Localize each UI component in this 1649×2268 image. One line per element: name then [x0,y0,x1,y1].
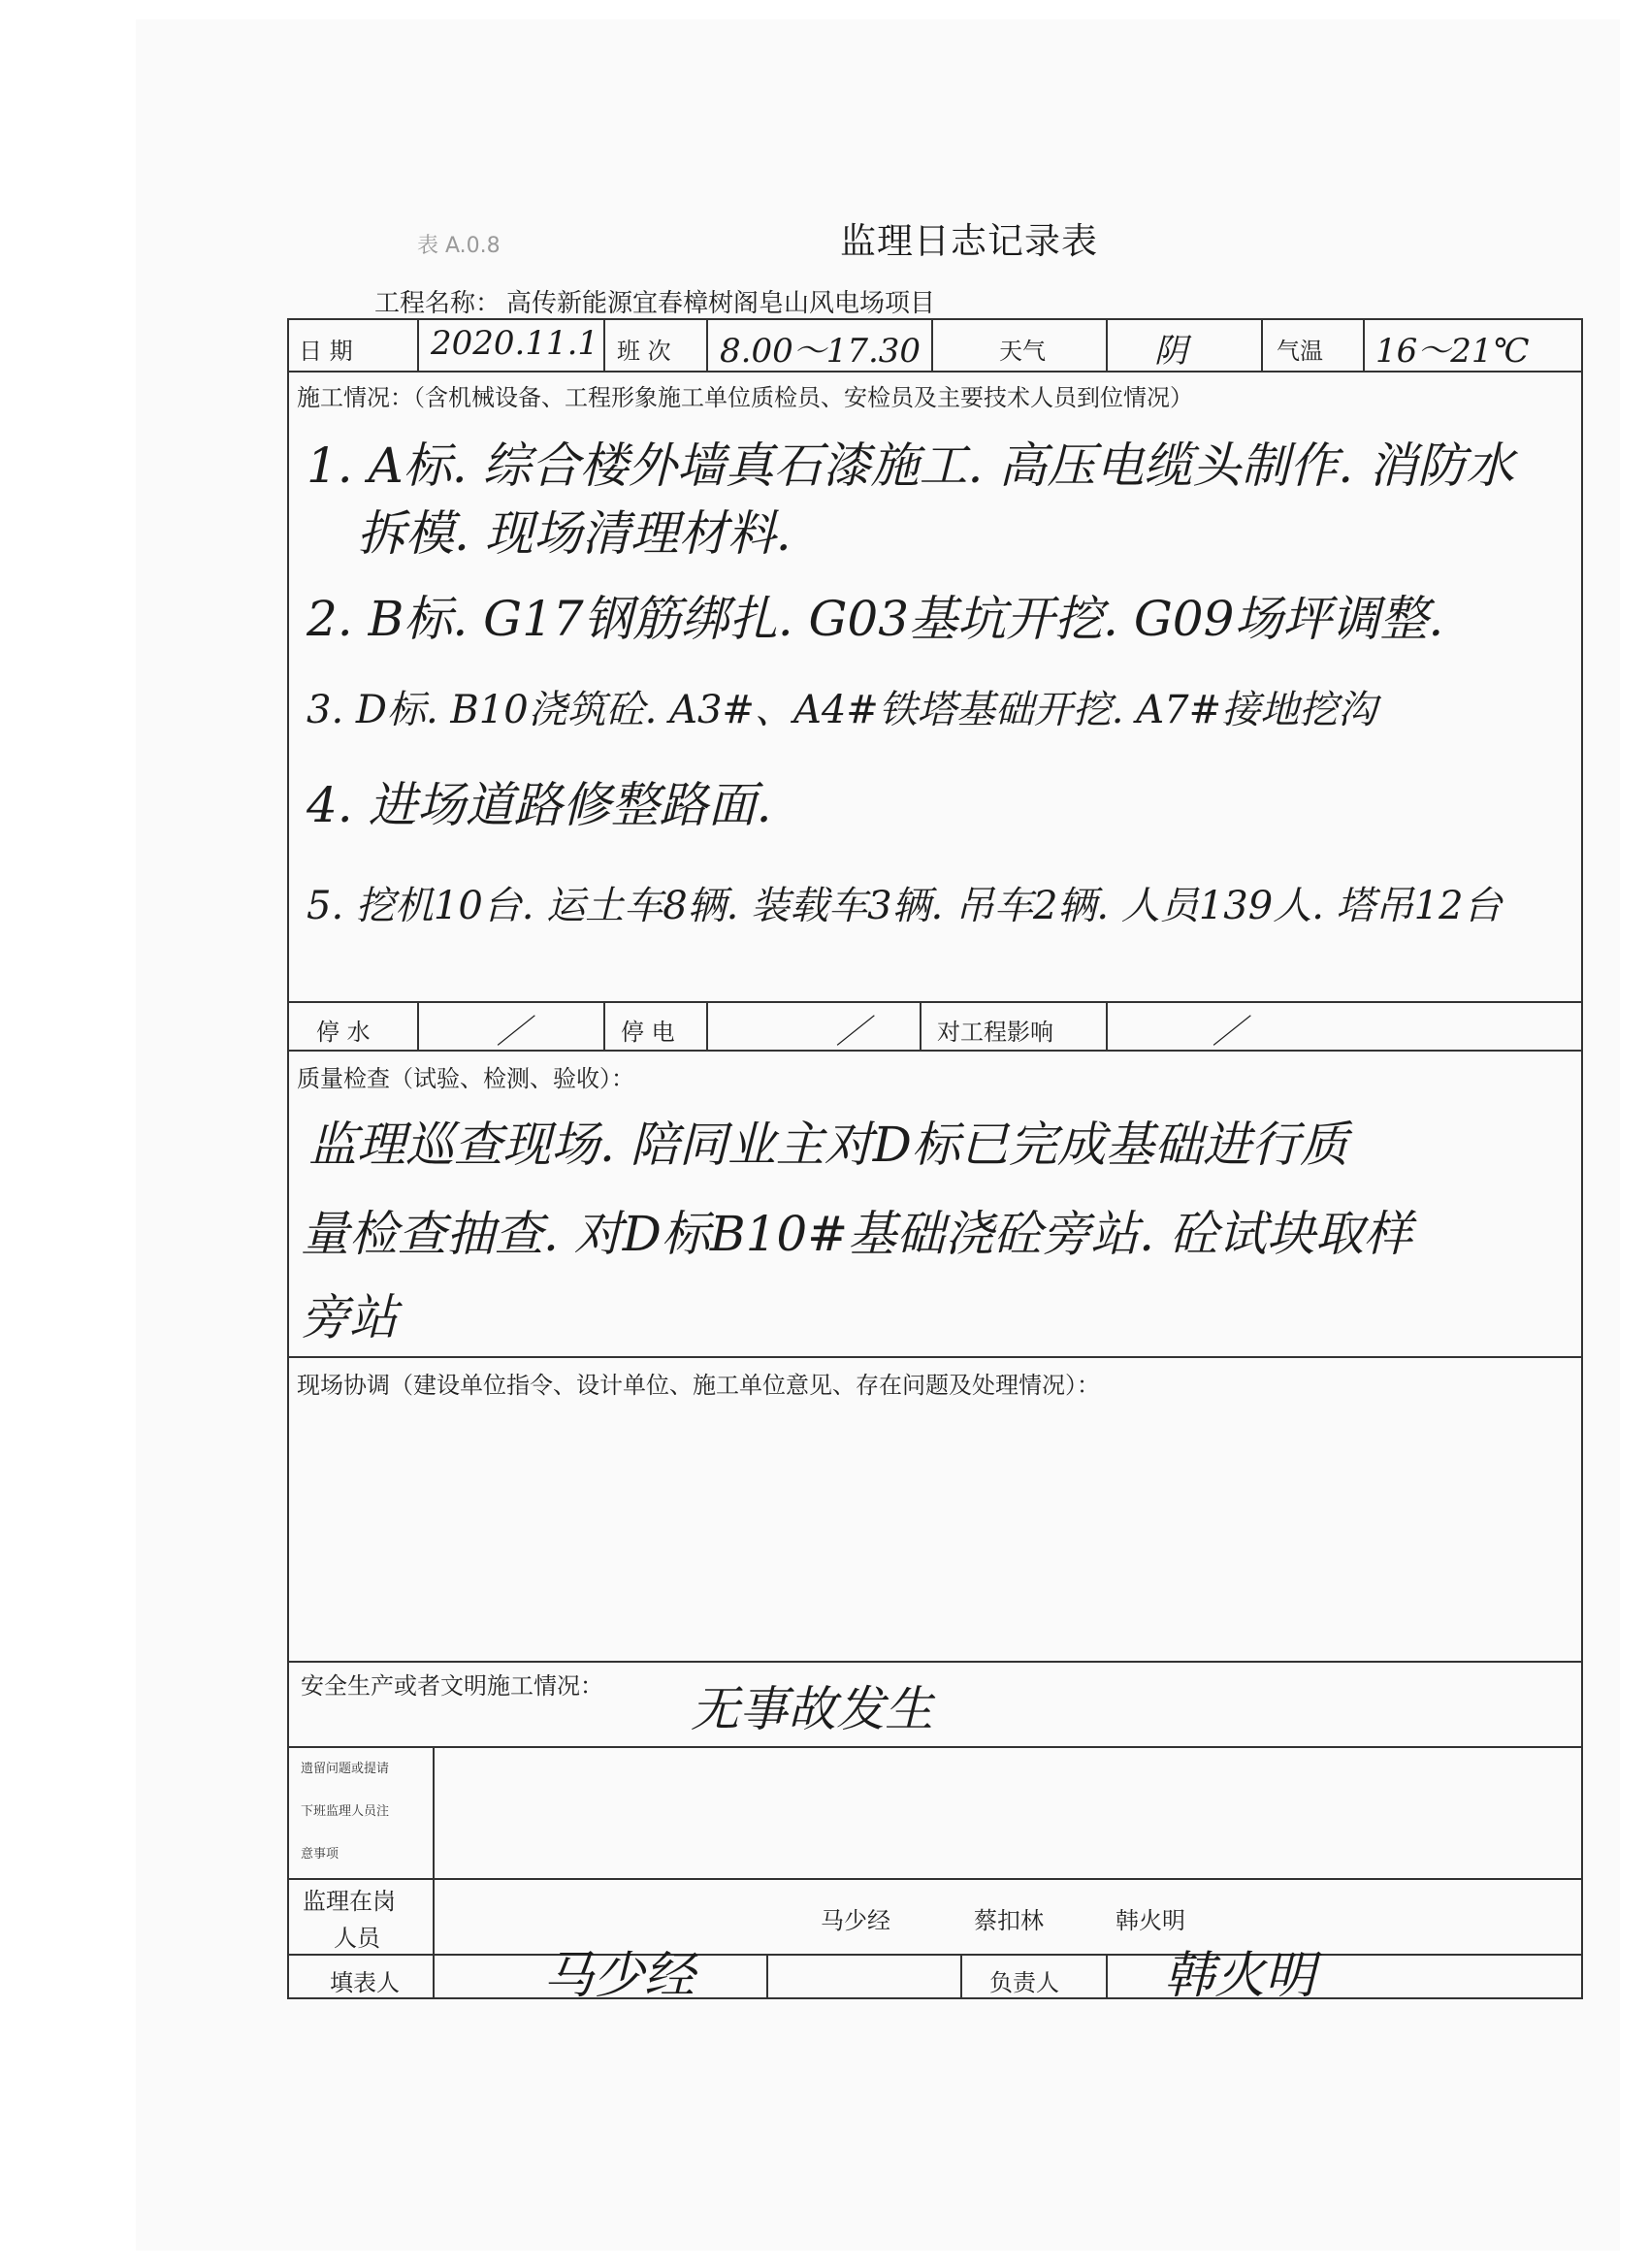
col-divider [1363,320,1365,371]
weather-label: 天气 [999,338,1046,365]
col-divider [1106,320,1108,371]
construction-label: 施工情况：（含机械设备、工程形象施工单位质检员、安检员及主要技术人员到位情况） [297,384,1193,411]
date-label: 日 期 [299,338,353,365]
col-divider [706,1001,708,1050]
filler-signature: 马少经 [543,1947,695,2005]
impact-label: 对工程影响 [937,1019,1053,1046]
form-code: 表 A.0.8 [417,234,501,258]
construction-line: 1. A标. 综合楼外墙真石漆施工. 高压电缆头制作. 消防水 [307,437,1515,494]
staff-label-line: 监理在岗 [303,1888,396,1915]
construction-line: 4. 进场道路修整路面. [307,777,772,833]
col-divider [1106,1954,1108,1999]
col-divider [603,1001,605,1050]
construction-line: 3. D标. B10浇筑砼. A3#、A4#铁塔基础开挖. A7#接地挖沟 [307,688,1377,732]
notes-label-line: 意事项 [301,1847,340,1862]
form-title: 监理日志记录表 [840,220,1098,262]
row-divider [287,1001,1583,1003]
coordination-label: 现场协调（建设单位指令、设计单位、施工单位意见、存在问题及处理情况）： [297,1372,1100,1399]
col-divider [1106,1001,1108,1050]
water-stop-value: ／ [497,1013,530,1052]
staff-label-line: 人员 [334,1925,380,1952]
responsible-label: 负责人 [989,1969,1059,1996]
quality-line: 量检查抽查. 对D标B10#基础浇砼旁站. 砼试块取样 [301,1206,1412,1262]
staff-name: 韩火明 [1116,1907,1185,1934]
col-divider [766,1954,768,1999]
notes-label-line: 遗留问题或提请 [301,1762,390,1776]
row-divider [287,1954,1583,1956]
shift-value: 8.00～17.30 [720,332,922,371]
quality-line: 旁站 [301,1289,398,1345]
col-divider [706,320,708,371]
row-divider [287,1746,1583,1748]
quality-line: 监理巡查现场. 陪同业主对D标已完成基础进行质 [308,1117,1348,1173]
col-divider [417,1001,419,1050]
staff-name: 马少经 [821,1907,890,1934]
responsible-signature: 韩火明 [1164,1947,1316,2005]
col-divider [920,1001,922,1050]
row-divider [287,1878,1583,1880]
project-value: 高传新能源宜春樟树阁皂山风电场项目 [506,289,936,318]
col-divider [433,1878,435,1999]
staff-name: 蔡扣林 [974,1907,1044,1934]
shift-label: 班 次 [617,338,671,365]
impact-value: ／ [1212,1013,1245,1052]
power-stop-value: ／ [836,1013,869,1052]
filler-label: 填表人 [330,1969,400,1996]
project-label: 工程名称： [374,289,501,318]
temp-label: 气温 [1277,338,1323,365]
safety-value: 无事故发生 [691,1681,933,1737]
col-divider [960,1954,962,1999]
power-stop-label: 停 电 [621,1019,675,1046]
date-value: 2020.11.1 [431,324,599,363]
construction-line: 5. 挖机10台. 运土车8辆. 装载车3辆. 吊车2辆. 人员139人. 塔吊12台 [307,884,1503,928]
col-divider [1261,320,1263,371]
col-divider [417,320,419,371]
project-name [374,283,935,319]
construction-line: 拆模. 现场清理材料. [357,505,792,562]
temp-value: 16～21℃ [1375,332,1530,371]
water-stop-label: 停 水 [316,1019,371,1046]
row-divider [287,1050,1583,1052]
col-divider [931,320,933,371]
notes-label-line: 下班监理人员注 [301,1804,390,1819]
construction-line: 2. B标. G17钢筋绑扎. G03基坑开挖. G09场坪调整. [307,591,1444,647]
weather-value: 阴 [1154,332,1187,371]
row-divider [287,1356,1583,1358]
quality-label: 质量检查（试验、检测、验收）： [297,1065,634,1092]
row-divider [287,1661,1583,1663]
col-divider [433,1746,435,1878]
col-divider [603,320,605,371]
safety-label: 安全生产或者文明施工情况： [301,1672,603,1700]
